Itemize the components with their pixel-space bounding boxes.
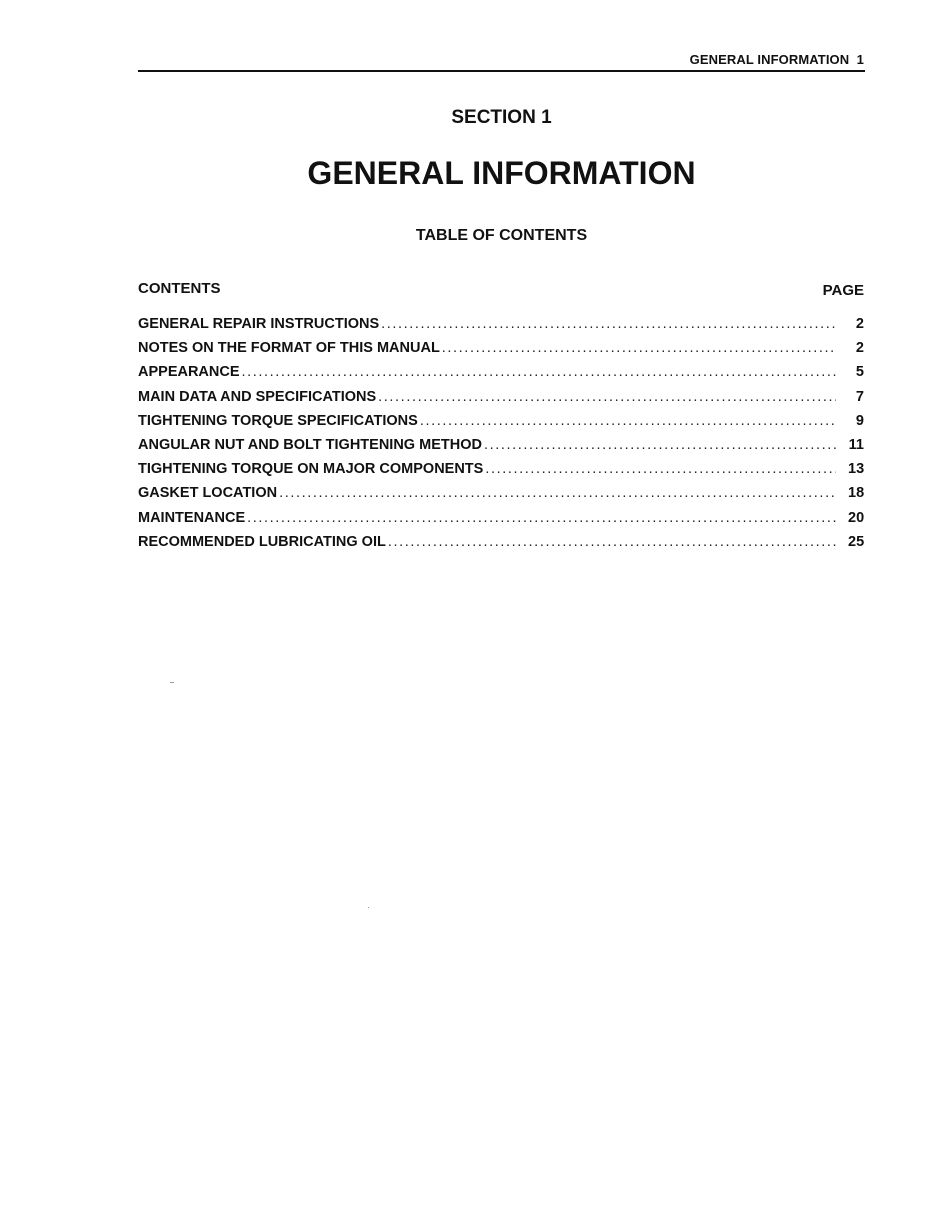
header-rule bbox=[138, 70, 865, 72]
toc-page-number: 18 bbox=[848, 485, 865, 502]
toc-entry-title: NOTES ON THE FORMAT OF THIS MANUAL bbox=[138, 340, 440, 357]
toc-entry[interactable] bbox=[138, 532, 864, 556]
toc-page-number: 2 bbox=[855, 316, 864, 332]
toc-page-number: 9 bbox=[855, 412, 864, 429]
toc-dot-leader bbox=[247, 508, 836, 528]
toc-dot-leader bbox=[381, 314, 836, 334]
contents-column-header: CONTENTS bbox=[138, 280, 221, 297]
toc-page-number: 2 bbox=[855, 340, 864, 357]
toc-dot-leader bbox=[279, 483, 836, 503]
section-label: SECTION 1 bbox=[451, 107, 552, 128]
toc-entry[interactable] bbox=[138, 362, 864, 386]
toc-dot-leader bbox=[242, 362, 836, 382]
toc-page-number: 25 bbox=[848, 533, 865, 550]
toc-page-number: 5 bbox=[855, 364, 864, 381]
toc-entry-title: MAIN DATA AND SPECIFICATIONS bbox=[138, 388, 377, 405]
toc-title: TABLE OF CONTENTS bbox=[415, 227, 588, 244]
toc-dot-leader bbox=[420, 411, 836, 431]
scan-speck bbox=[170, 682, 174, 683]
toc-entry-title: GENERAL REPAIR INSTRUCTIONS bbox=[138, 316, 380, 332]
toc-dot-leader bbox=[378, 387, 836, 407]
page-column-header: PAGE bbox=[822, 282, 864, 299]
toc-page-number: 13 bbox=[848, 461, 865, 478]
toc-dot-leader bbox=[484, 435, 836, 455]
toc-entry-title: GASKET LOCATION bbox=[138, 485, 278, 502]
toc-entry[interactable] bbox=[138, 314, 864, 338]
toc-page-number: 7 bbox=[855, 388, 864, 405]
toc-entry[interactable] bbox=[138, 435, 864, 459]
toc-entry-title: ANGULAR NUT AND BOLT TIGHTENING METHOD bbox=[138, 436, 482, 453]
toc-entry-title: APPEARANCE bbox=[138, 364, 240, 381]
toc-dot-leader bbox=[388, 532, 836, 552]
running-header: GENERAL INFORMATION 1 bbox=[689, 52, 864, 67]
toc-entry[interactable] bbox=[138, 483, 864, 507]
toc-entry-title: RECOMMENDED LUBRICATING OIL bbox=[138, 533, 386, 550]
toc-entry[interactable] bbox=[138, 387, 864, 411]
toc-entry[interactable] bbox=[138, 338, 864, 362]
toc-entry[interactable] bbox=[138, 508, 864, 532]
toc-entry[interactable] bbox=[138, 411, 864, 435]
page-title: GENERAL INFORMATION bbox=[307, 155, 696, 191]
toc-entry-title: TIGHTENING TORQUE ON MAJOR COMPONENTS bbox=[138, 461, 484, 478]
toc-entry-title: TIGHTENING TORQUE SPECIFICATIONS bbox=[138, 412, 418, 429]
toc-page-number: 20 bbox=[848, 509, 865, 526]
toc-dot-leader bbox=[485, 459, 836, 479]
toc-entry-title: MAINTENANCE bbox=[138, 509, 246, 526]
toc-entry[interactable] bbox=[138, 459, 864, 483]
toc-page-number: 11 bbox=[848, 436, 864, 453]
toc-dot-leader bbox=[442, 338, 836, 358]
toc-list bbox=[138, 314, 864, 556]
scan-speck bbox=[368, 907, 369, 908]
